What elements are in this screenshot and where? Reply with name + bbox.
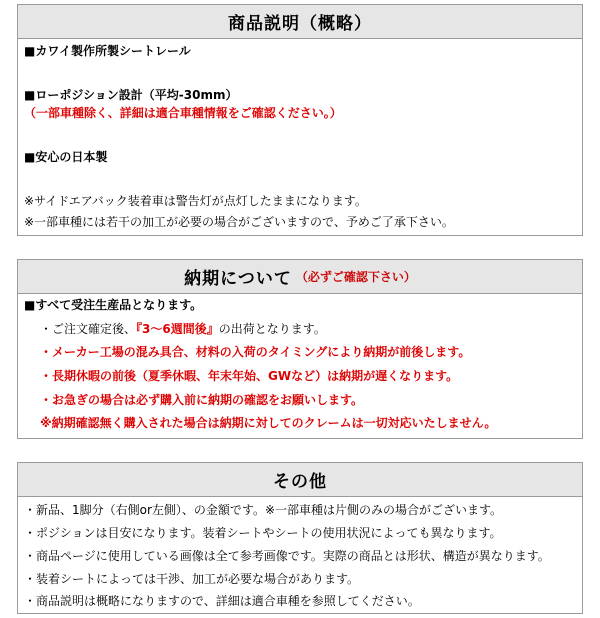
- delivery-heading: ■すべて受注生産品となります。: [24, 298, 203, 312]
- other-item: ・ポジションは目安になります。装着シートやシートの使用状況によっても異なります。: [24, 526, 502, 540]
- description-note: （一部車種除く、詳細は適合車種情報をご確認ください。）: [24, 106, 342, 120]
- delivery-warning: ※納期確認無く購入された場合は納期に対してのクレームは一切対応いたしません。: [40, 416, 497, 430]
- delivery-line: ・メーカー工場の混み具合、材料の入荷のタイミングにより納期が前後します。: [40, 345, 471, 359]
- other-item: ・新品、1脚分（右側or左側）、の金額です。※一部車種は片側のみの場合がございます。: [24, 503, 503, 517]
- description-note: ※一部車種には若干の加工が必要の場合がございますので、予めご了承下さい。: [24, 215, 454, 229]
- other-item: ・装着シートによっては干渉、加工が必要な場合があります。: [24, 572, 360, 586]
- delivery-section: [17, 259, 583, 439]
- other-item: ・商品ページに使用している画像は全て参考画像です。実際の商品とは形状、構造が異なります。: [24, 549, 550, 563]
- delivery-period-highlight: 『3～6週間後』: [136, 322, 219, 336]
- delivery-line: ・長期休暇の前後（夏季休暇、年末年始、GWなど）は納期が遅くなります。: [40, 369, 459, 383]
- product-description-title: 商品説明（概略）: [18, 5, 582, 39]
- delivery-line: ・お急ぎの場合は必ず購入前に納期の確認をお願いします。: [40, 393, 364, 407]
- delivery-title-note: （必ずご確認下さい）: [295, 270, 416, 284]
- delivery-title: 納期について （必ずご確認下さい）: [18, 260, 582, 294]
- other-section: [17, 462, 583, 614]
- description-note: ※サイドエアバック装着車は警告灯が点灯したままになります。: [24, 194, 367, 208]
- other-item: ・商品説明は概略になりますので、詳細は適合車種を参照してください。: [24, 594, 420, 608]
- description-item: ■ローポジション設計（平均-30mm）: [24, 88, 238, 102]
- description-item: ■カワイ製作所製シートレール: [24, 44, 191, 58]
- other-title: その他: [18, 463, 582, 497]
- delivery-line: ・ご注文確定後、『3～6週間後』の出荷となります。: [40, 322, 326, 336]
- description-item: ■安心の日本製: [24, 150, 108, 164]
- product-description-section: [17, 4, 583, 236]
